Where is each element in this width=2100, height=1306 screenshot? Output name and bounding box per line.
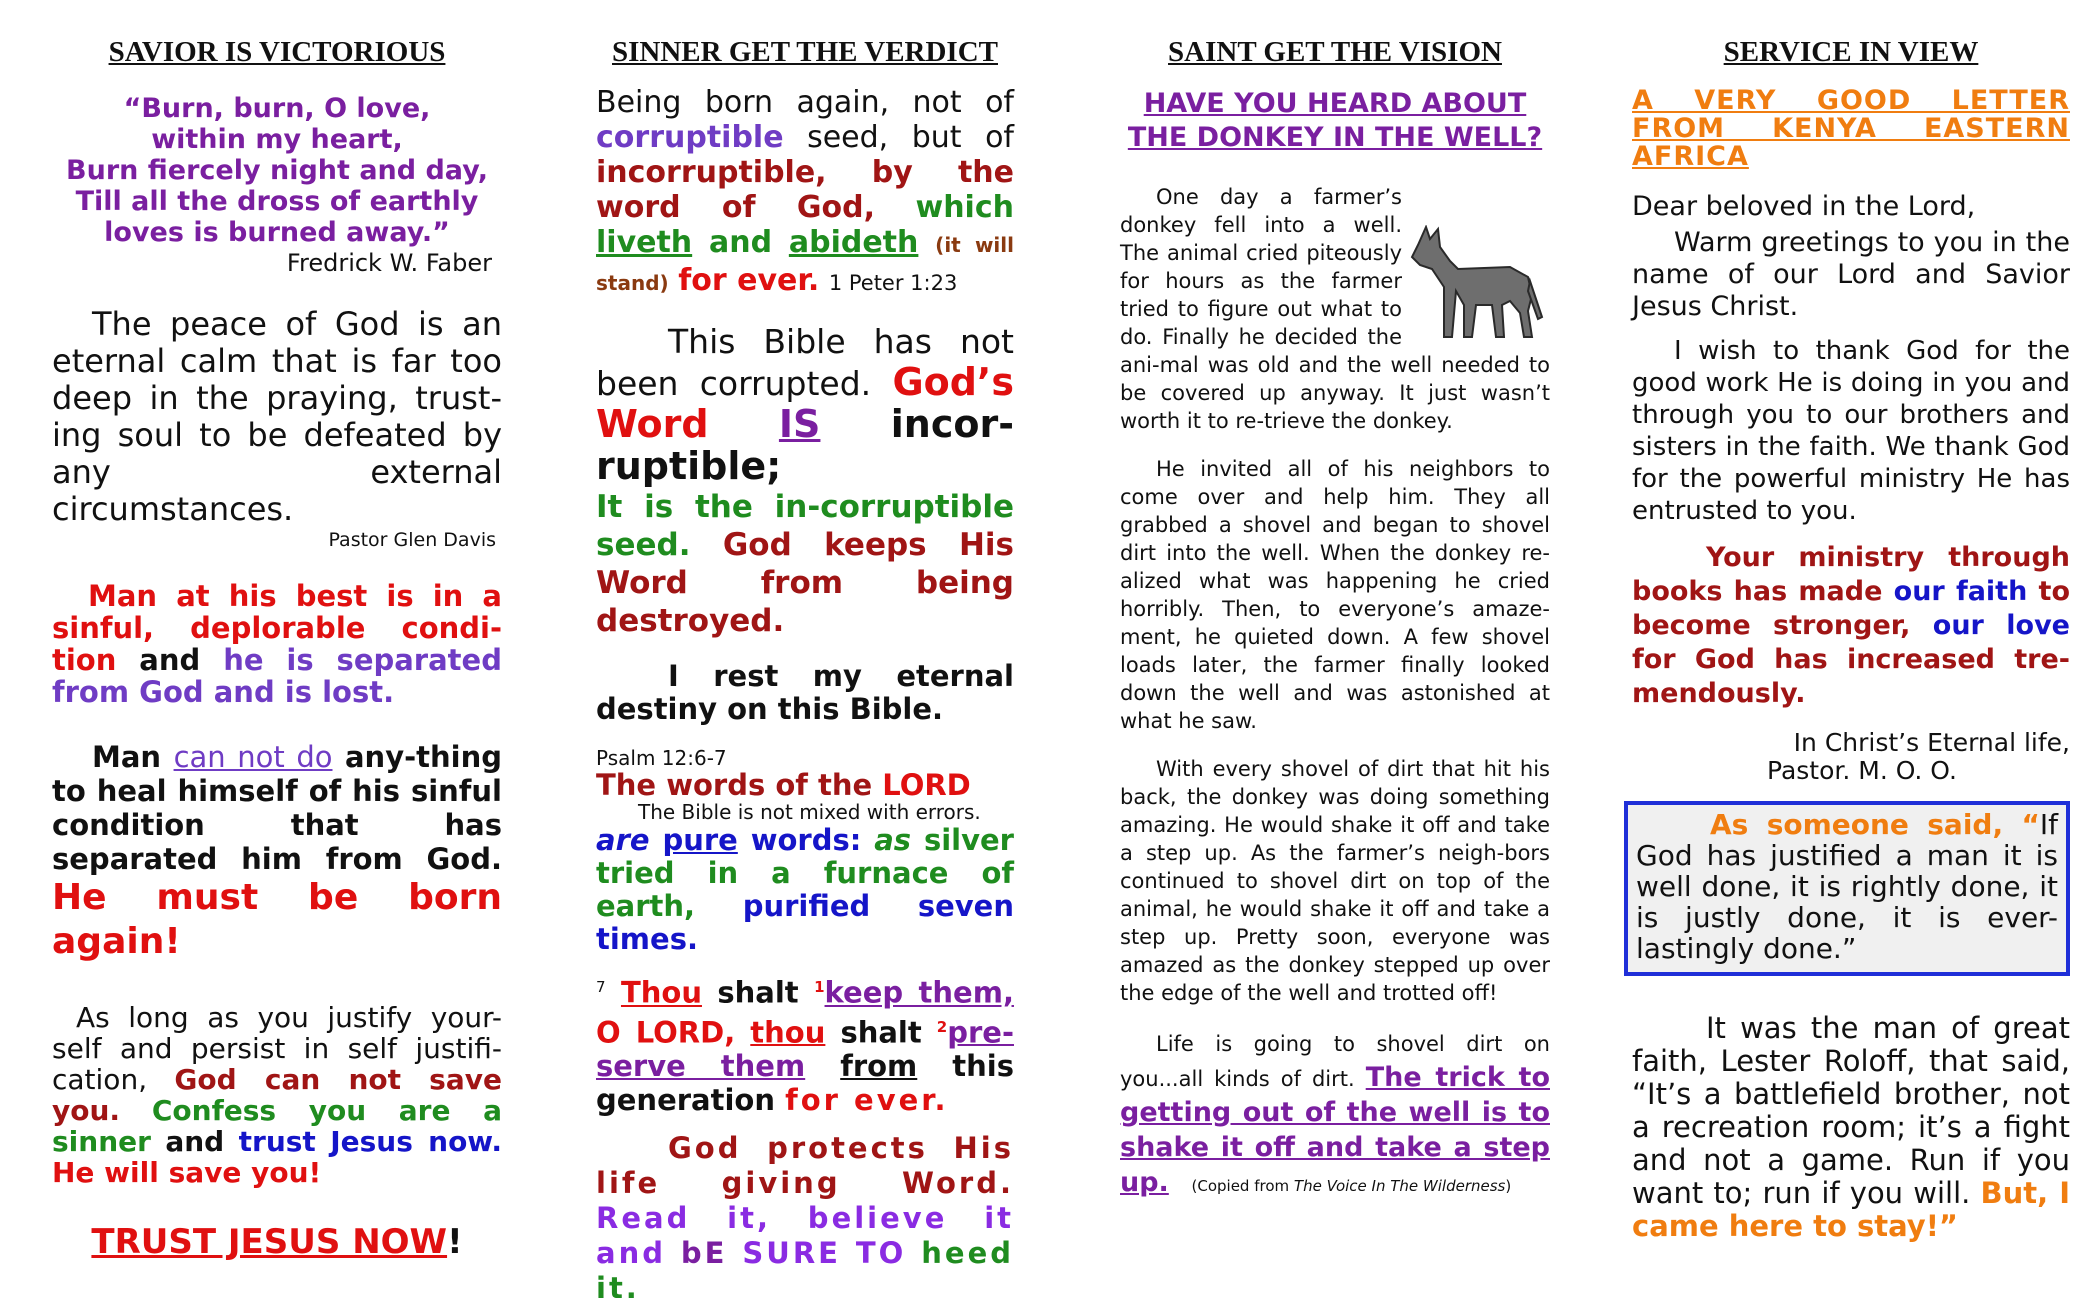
- ministry-books: Your ministry through books has made: [1632, 542, 2070, 607]
- be-text: bE: [680, 1236, 728, 1271]
- poem-line: “Burn, burn, O love, within my heart,: [123, 93, 431, 155]
- copied-source: [1192, 1177, 1512, 1195]
- roloff-paragraph: [1632, 1012, 2070, 1243]
- story-para-2: He invited all of his neighbors to come over and help him. They all grabbed a shovel and began to shovel dirt into the well. When the donkey re-alized what was happening he cried horribly. Then, to everyone’s amaze-ment, he quieted down. A few shovel loads later, the farmer finally looked down the well and was astonished at what he saw.: [1120, 457, 1550, 733]
- psalm-silver: silver: [923, 823, 1014, 857]
- man-best-separated: he is separated from God and is lost.: [52, 643, 502, 709]
- psalm7-thou: Thou: [620, 975, 702, 1010]
- donkey-icon: [1410, 225, 1550, 345]
- verse-which: which: [915, 190, 1014, 225]
- psalm-words: words:: [750, 823, 862, 857]
- man-cannot-start: Man: [92, 740, 162, 774]
- roloff-stay: But, I came here to stay!”: [1632, 1176, 2071, 1243]
- born-again-text: He must be born again!: [52, 877, 502, 962]
- protects-text: God protects His life giving Word.: [596, 1131, 1014, 1201]
- poem: [52, 93, 502, 248]
- donkey-story: [1120, 183, 1550, 1203]
- ministry-paragraph: [1632, 541, 2070, 711]
- rest-destiny: I rest my eternal destiny on this Bible.: [596, 659, 1014, 726]
- verse-start: Being born again, not of: [596, 85, 1014, 120]
- poem-line: Till all the dross of earthly: [75, 186, 479, 217]
- ministry-our-faith: our faith: [1893, 576, 2028, 607]
- psalm-pure: pure: [662, 823, 738, 857]
- copied-post: ): [1505, 1177, 1512, 1195]
- bible-not-corrupted: This Bible has not been corrupted.: [596, 322, 1014, 403]
- peter-verse: [596, 85, 1014, 301]
- verse-for-ever: for ever.: [678, 263, 820, 298]
- psalm7-for-ever: for ever.: [785, 1083, 949, 1118]
- justify-and: and: [165, 1125, 225, 1158]
- man-best-and: and: [139, 643, 201, 677]
- heading-service: SERVICE IN VIEW: [1723, 36, 1979, 68]
- column-saint: [1120, 0, 1550, 1203]
- peace-paragraph: The peace of God is an eternal calm that is far too deep in the praying, trust-ing soul to be defeated by any external circumstances.: [52, 305, 502, 528]
- peace-author: Pastor Glen Davis: [328, 529, 496, 551]
- justify-paragraph: [52, 1002, 502, 1188]
- bible-keeps: God keeps His Word from being destroyed.: [596, 527, 1015, 639]
- heading-sinner: SINNER GET THE VERDICT: [612, 36, 998, 68]
- verse-liveth: liveth: [596, 225, 693, 260]
- trust-jesus-now-text: TRUST JESUS NOW: [91, 1222, 448, 1262]
- copied-pre: (Copied from: [1191, 1177, 1290, 1195]
- sure-to: SURE TO: [742, 1236, 907, 1271]
- psalm-note: The Bible is not mixed with errors.: [638, 800, 981, 824]
- donkey-title: HAVE YOU HEARD ABOUT THE DONKEY IN THE WELL?: [1127, 88, 1543, 153]
- verse-seed: seed, but of: [807, 120, 1014, 155]
- poem-line: loves is burned away.”: [104, 217, 450, 248]
- psalm-lord: LORD: [882, 768, 971, 802]
- psalm7-number: 7: [596, 978, 606, 996]
- poem-author: Fredrick W. Faber: [286, 249, 492, 277]
- protects-paragraph: [596, 1131, 1014, 1306]
- psalm-tried: tried in a furnace of earth,: [596, 856, 1014, 923]
- thank-paragraph: I wish to thank God for the good work He is doing in you and through you to our brothers and sisters in the faith. We thank God for the powerful ministry He has entrusted to you.: [1632, 336, 2070, 526]
- quote-lead: As someone said, “: [1710, 808, 2040, 841]
- psalm7-from: from: [840, 1049, 918, 1084]
- bible-gods-word: God’s Word: [596, 360, 1014, 446]
- trust-jesus-now: [52, 1222, 502, 1262]
- psalm7-sup1: 1: [814, 978, 825, 996]
- verse-it-will-stand: (it will stand): [596, 233, 1014, 295]
- man-cannot-paragraph: [52, 740, 502, 964]
- justify-confess: Confess you are a sinner: [52, 1094, 502, 1158]
- psalm-title: [596, 770, 1014, 800]
- psalm7-generation: this generation: [596, 1049, 1014, 1118]
- heading-savior: SAVIOR IS VICTORIOUS: [108, 36, 446, 68]
- psalm-are: are: [596, 823, 650, 857]
- quote-box: [1624, 801, 2070, 976]
- psalm-words-of: The words of the: [596, 768, 873, 802]
- heed-it: heed it.: [596, 1236, 1014, 1306]
- psalm7-o-lord: O LORD,: [596, 1015, 736, 1050]
- psalm-as: as: [874, 823, 912, 857]
- story-para-4: [1120, 1027, 1550, 1203]
- psalm-reference: Psalm 12:6-7: [596, 746, 727, 770]
- column-service: [1632, 0, 2070, 1243]
- justify-cannot-save: God can not save you.: [52, 1063, 502, 1127]
- trust-jesus-now-bang: !: [447, 1222, 463, 1262]
- bible-incorruptible: incor-ruptible;: [596, 402, 1014, 488]
- letter-title: A VERY GOOD LETTER FROM KENYA EASTERN AFRICA: [1632, 85, 2070, 172]
- story-para-1: One day a farmer’s donkey fell into a well. The animal cried piteously for hours as the farmer tried to figure out what to do. Finally he decided the ani-mal was old and the well needed to be covered up anyway. It just wasn’t worth it to re-trieve the donkey.: [1120, 185, 1550, 433]
- bible-is: IS: [778, 402, 821, 446]
- read-believe: Read it, believe it and: [596, 1201, 1014, 1271]
- column-savior: [52, 0, 502, 1262]
- justify-jesus: Jesus now.: [330, 1125, 503, 1158]
- psalm7-preserve: pre-serve them: [596, 1015, 1014, 1084]
- verse-incorruptible: incorruptible, by the word of God,: [596, 155, 1014, 225]
- bible-paragraph: [596, 321, 1014, 488]
- man-cannot-underlined: can not do: [173, 740, 333, 774]
- psalm7-shalt2: shalt: [840, 1015, 922, 1050]
- verse-reference: 1 Peter 1:23: [828, 271, 958, 295]
- justify-start: As long as you justify your-self and persist in self justifi-cation,: [52, 1001, 502, 1096]
- ministry-stronger: to become stronger,: [1632, 576, 2071, 641]
- greeting-paragraph: Warm greetings to you in the name of our Lord and Savior Jesus Christ.: [1632, 227, 2070, 322]
- bible-keeps-paragraph: [596, 488, 1014, 640]
- life-shovel: Life is going to shovel dirt on you...all kinds of dirt.: [1120, 1032, 1550, 1091]
- quote-body: If God has justified a man it is well done, it is rightly done, it is justly done, it is ever-lastingly done.”: [1636, 808, 2058, 965]
- story-para-3: With every shovel of dirt that hit his back, the donkey was doing something amazing. He would shake it off and take a step up. As the farmer’s neigh-bors continued to shovel dirt on top of the animal, he would shake it off and take a step up. Pretty soon, everyone was amazed as the donkey stepped up over the edge of the well and trotted off!: [1120, 757, 1550, 1005]
- ministry-our-love: our love: [1932, 610, 2070, 641]
- bible-seed: It is the in-corruptible seed.: [596, 489, 1014, 563]
- poem-line: Burn fiercely night and day,: [66, 155, 488, 186]
- trick-text: The trick to getting out of the well is to shake it off and take a step up.: [1120, 1062, 1550, 1198]
- verse-abideth: abideth: [788, 225, 919, 260]
- verse-corruptible: corruptible: [596, 120, 784, 155]
- man-best-text: Man at his best is in a sinful, deplorable condi-tion: [52, 579, 502, 677]
- psalm-verse-6: [596, 824, 1014, 956]
- ministry-increased: for God has increased tre-mendously.: [1632, 644, 2070, 709]
- copied-title: The Voice In The Wilderness: [1293, 1177, 1506, 1195]
- man-cannot-rest: any-thing to heal himself of his sinful condition that has separated him from God.: [52, 740, 502, 876]
- closing-line: In Christ’s Eternal life,: [1793, 728, 2070, 757]
- verse-and: and: [708, 225, 773, 260]
- roloff-text: It was the man of great faith, Lester Roloff, that said, “It’s a battlefield brother, not a recreation room; it’s a fight and not a game. Run if you want to; run if you will.: [1632, 1011, 2070, 1210]
- psalm7-sup2: 2: [936, 1017, 948, 1036]
- justify-save-you: He will save you!: [52, 1156, 322, 1189]
- psalm-purified: purified seven times.: [596, 889, 1014, 956]
- justify-trust: trust: [238, 1125, 316, 1158]
- psalm7-keep-them: keep them,: [824, 975, 1014, 1010]
- heading-saint: SAINT GET THE VISION: [1168, 36, 1502, 68]
- quote-paragraph: [1636, 809, 2058, 964]
- column-sinner: [596, 0, 1014, 1306]
- psalm7-shalt: shalt: [717, 975, 799, 1010]
- psalm-verse-7: [596, 970, 1014, 1117]
- man-best-paragraph: [52, 580, 502, 708]
- pastor-signature: Pastor. M. O. O.: [1767, 756, 1957, 785]
- dear-line: Dear beloved in the Lord,: [1632, 191, 1976, 222]
- psalm7-thou2: thou: [750, 1015, 826, 1050]
